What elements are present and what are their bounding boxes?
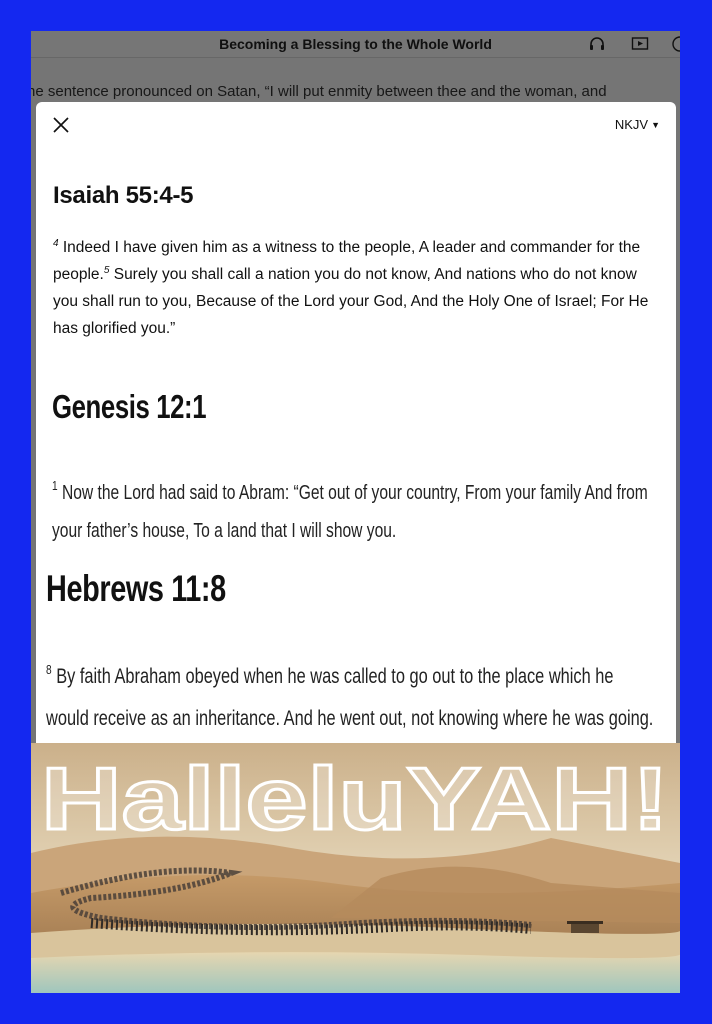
passage-text [52, 474, 660, 550]
banner-headline: HalleluYAH! [41, 749, 669, 848]
caret-down-icon: ▼ [651, 120, 660, 130]
verse-text: Now the Lord had said to Abram: “Get out of your country, From your family And from your father’s house, To a land that I will show you. [52, 482, 648, 542]
verse-number: 8 [46, 662, 52, 677]
scripture-modal [36, 102, 676, 762]
verse-text: Indeed I have given him as a witness to the people, A leader and commander for the people. [53, 239, 641, 283]
version-label: NKJV [614, 117, 649, 132]
halleluyah-banner [31, 743, 680, 993]
passage-text [46, 656, 654, 740]
verse-text: Surely you shall call a nation you do not know, And nations who do not know you shall run to you, Because of the Lord your God, And the Holy One of Israel; For He has glorified you.” [53, 266, 649, 337]
passage-reference: Hebrews 11:8 [46, 568, 226, 609]
close-icon[interactable] [50, 114, 72, 136]
passage-text [53, 234, 663, 342]
verse-number: 1 [52, 478, 58, 493]
verse-text: By faith Abraham obeyed when he was called to go out to the place which he would receive as an inheritance. And he went out, not knowing where he was going. [46, 665, 654, 730]
verse-number: 4 [53, 238, 59, 249]
passage-reference: Isaiah 55:4-5 [53, 182, 194, 209]
verse-number: 5 [103, 265, 110, 276]
desert-exodus-illustration [31, 743, 680, 993]
bible-version-dropdown[interactable] [615, 117, 660, 132]
passage-reference: Genesis 12:1 [52, 388, 207, 425]
